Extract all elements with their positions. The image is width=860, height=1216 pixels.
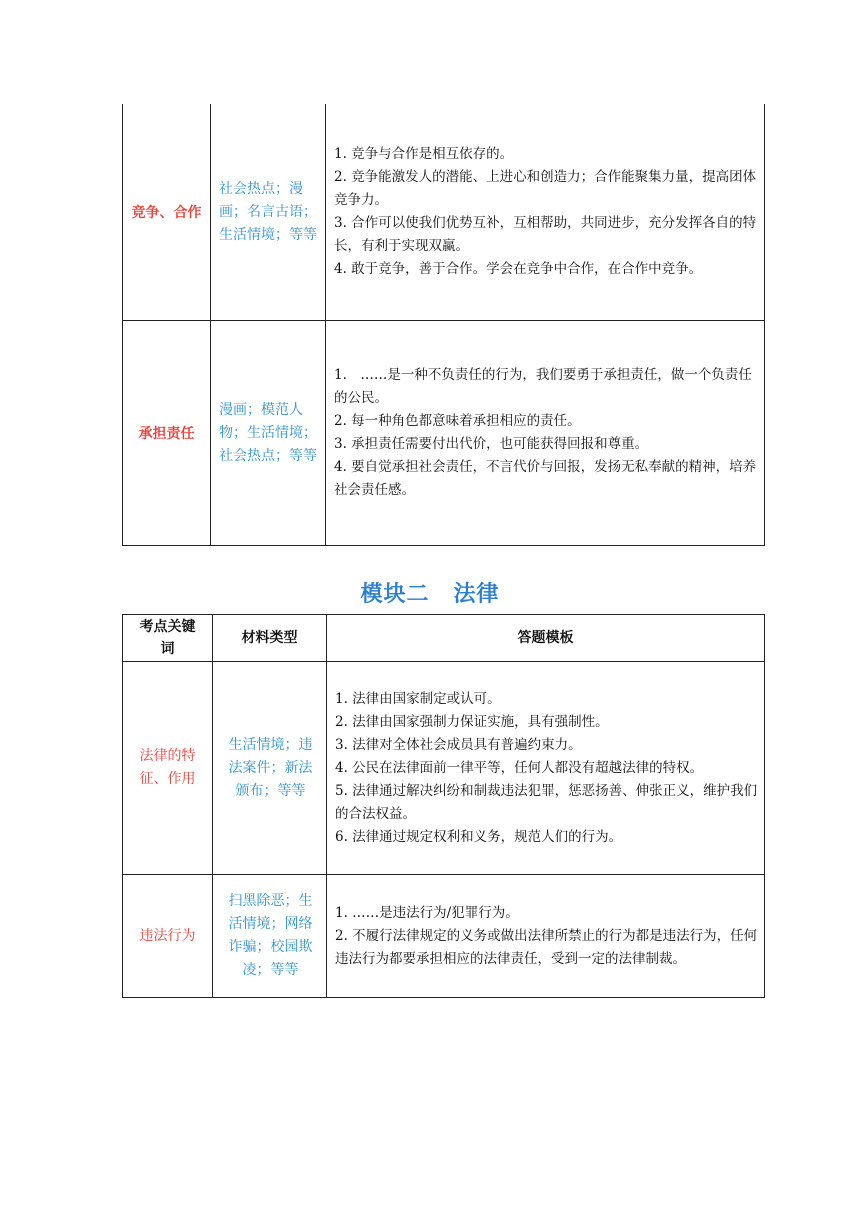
template-line: 2. 每一种角色都意味着承担相应的责任。 (334, 413, 581, 429)
template-line: 4. 敢于竞争，善于合作。学会在竞争中合作，在合作中竞争。 (334, 261, 703, 277)
template-line: 1. 竞争与合作是相互依存的。 (334, 146, 514, 162)
table-row (123, 662, 765, 875)
template-line: 4. 要自觉承担社会责任，不言代价与回报，发扬无私奉献的精神，培养社会责任感。 (334, 459, 757, 498)
keyword-cell: 竞争、合作 (123, 104, 211, 321)
module-title-topic: 法律 (453, 582, 500, 607)
template-line: 2. 不履行法律规定的义务或做出法律所禁止的行为都是违法行为，任何违法行为都要承担相应的法律责任，受到一定的法律制裁。 (335, 927, 758, 967)
template-line: 1. ……是一种不负责任的行为，我们要勇于承担责任，做一个负责任的公民。 (334, 367, 752, 406)
module-two-table (122, 614, 765, 998)
answer-template-cell (327, 662, 765, 875)
table-row (123, 104, 765, 321)
answer-template-cell (326, 104, 765, 321)
keyword-cell: 承担责任 (123, 321, 211, 546)
module-title (0, 577, 860, 608)
template-line: 2. 竞争能激发人的潜能、上进心和创造力；合作能聚集力量，提高团体竞争力。 (334, 169, 757, 208)
answer-template-cell (327, 875, 765, 998)
material-type-cell: 生活情境；违法案件；新法颁布；等等 (213, 662, 327, 875)
keyword-cell: 违法行为 (123, 875, 213, 998)
header-keyword: 考点关键词 (123, 615, 213, 662)
header-answer-template: 答题模板 (327, 615, 765, 662)
material-type-cell: 社会热点；漫画；名言古语；生活情境；等等 (211, 104, 326, 321)
template-line: 1. ……是违法行为/犯罪行为。 (335, 904, 519, 921)
template-line: 1. 法律由国家制定或认可。 (335, 690, 501, 707)
material-type-cell: 漫画；模范人物；生活情境；社会热点；等等 (211, 321, 326, 546)
table-row (123, 321, 765, 546)
template-line: 3. 法律对全体社会成员具有普遍约束力。 (335, 736, 582, 753)
template-line: 3. 承担责任需要付出代价，也可能获得回报和尊重。 (334, 436, 649, 452)
material-type-cell: 扫黑除恶；生活情境；网络诈骗；校园欺凌；等等 (213, 875, 327, 998)
template-line: 6. 法律通过规定权利和义务，规范人们的行为。 (335, 828, 623, 845)
module-one-table (122, 104, 765, 546)
template-line: 5. 法律通过解决纠纷和制裁违法犯罪，惩恶扬善、伸张正义，维护我们的合法权益。 (335, 782, 758, 822)
keyword-cell: 法律的特征、作用 (123, 662, 213, 875)
template-line: 4. 公民在法律面前一律平等，任何人都没有超越法律的特权。 (335, 759, 704, 776)
table-header-row (123, 615, 765, 662)
template-line: 3. 合作可以使我们优势互补，互相帮助，共同进步，充分发挥各自的特长，有利于实现双赢。 (334, 215, 757, 254)
table-row (123, 875, 765, 998)
header-material-type: 材料类型 (213, 615, 327, 662)
module-title-number: 模块二 (360, 582, 430, 607)
template-line: 2. 法律由国家强制力保证实施，具有强制性。 (335, 713, 609, 730)
answer-template-cell (326, 321, 765, 546)
